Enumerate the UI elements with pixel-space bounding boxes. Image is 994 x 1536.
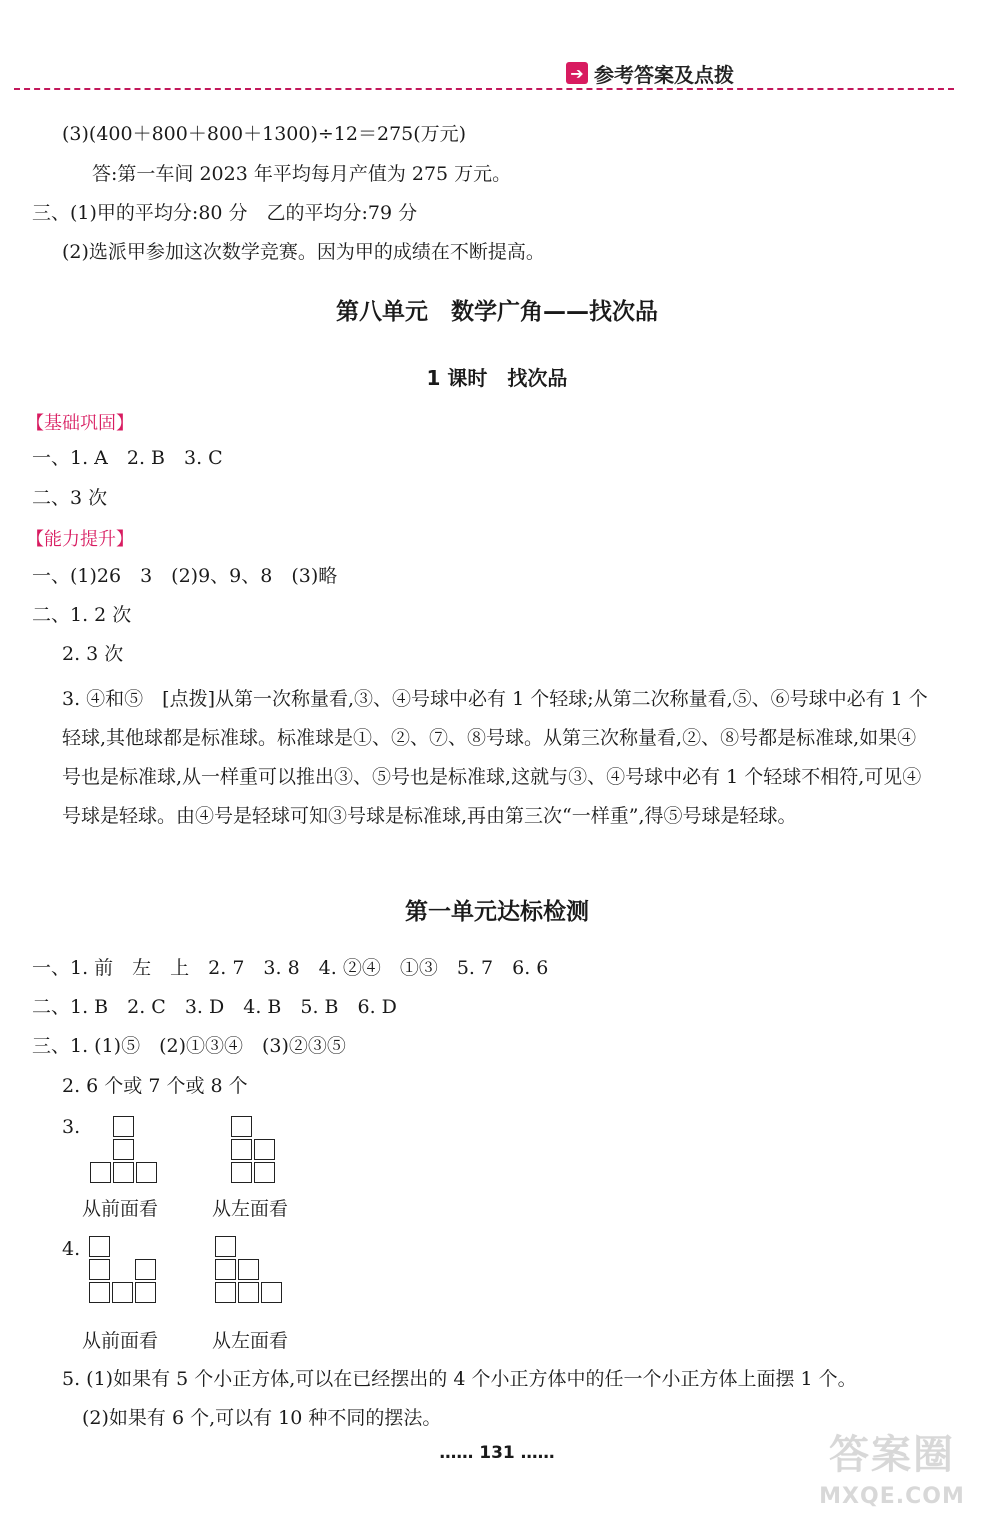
- ability-tag: 【能力提升】: [26, 529, 134, 550]
- test1-line-1: 一、1. 前 左 上 2. 7 3. 8 4. ②④ ①③ 5. 7 6. 6: [32, 957, 549, 979]
- q3-left-caption: 从左面看: [212, 1198, 289, 1220]
- test1-line-6: (2)如果有 6 个,可以有 10 种不同的摆法。: [82, 1407, 442, 1429]
- q3-front-view: [90, 1116, 160, 1188]
- test1-title: 第一单元达标检测: [405, 899, 589, 925]
- header-badge: [566, 60, 734, 86]
- basic-line-1: 一、1. A 2. B 3. C: [32, 447, 223, 469]
- q3-left-view: [231, 1116, 279, 1188]
- ability-line-2: 二、1. 2 次: [32, 604, 132, 626]
- prev-line-3: 三、(1)甲的平均分:80 分 乙的平均分:79 分: [32, 202, 418, 224]
- ability-line-3: 2. 3 次: [62, 643, 124, 665]
- q4-left-caption: 从左面看: [212, 1330, 289, 1352]
- header-divider: [14, 88, 954, 90]
- test1-line-5: 5. (1)如果有 5 个小正方体,可以在已经摆出的 4 个小正方体中的任一个小正方体上面摆 1 个。: [62, 1368, 857, 1390]
- basic-line-2: 二、3 次: [32, 487, 108, 509]
- prev-line-2: 答:第一车间 2023 年平均每月产值为 275 万元。: [92, 163, 512, 185]
- q4-front-caption: 从前面看: [82, 1330, 159, 1352]
- prev-line-4: (2)选派甲参加这次数学竞赛。因为甲的成绩在不断提高。: [62, 241, 545, 263]
- test1-line-2: 二、1. B 2. C 3. D 4. B 5. B 6. D: [32, 996, 397, 1018]
- basic-tag: 【基础巩固】: [26, 413, 134, 434]
- q4-left-view: [215, 1236, 285, 1308]
- page-number: 131: [479, 1443, 515, 1463]
- q4-front-view: [89, 1236, 159, 1308]
- q3-front-caption: 从前面看: [82, 1198, 159, 1220]
- watermark-line-1: 答案圈: [829, 1432, 955, 1478]
- arrow-right-icon: ➔: [566, 62, 588, 84]
- footer-dots-left: ……: [439, 1443, 474, 1463]
- watermark: [812, 1428, 972, 1524]
- test1-line-3: 三、1. (1)⑤ (2)①③④ (3)②③⑤: [32, 1035, 346, 1057]
- header-title: 参考答案及点拨: [594, 62, 734, 87]
- lesson-title: 1 课时 找次品: [426, 366, 568, 390]
- ability-line-1: 一、(1)26 3 (2)9、9、8 (3)略: [32, 565, 338, 587]
- test1-line-4: 2. 6 个或 7 个或 8 个: [62, 1075, 248, 1097]
- watermark-line-2: MXQE.COM: [819, 1484, 965, 1509]
- q4-number: 4.: [62, 1238, 81, 1260]
- footer-dots-right: ……: [520, 1443, 555, 1463]
- prev-line-1: (3)(400＋800＋800＋1300)÷12＝275(万元): [62, 123, 467, 145]
- unit8-title: 第八单元 数学广角——找次品: [336, 299, 658, 325]
- q3-number: 3.: [62, 1116, 81, 1138]
- ability-explanation: 3. ④和⑤ [点拨]从第一次称量看,③、④号球中必有 1 个轻球;从第二次称量看,⑤、⑥号球中必有 1 个轻球,其他球都是标准球。标准球是①、②、⑦、⑧号球。从第三次称量看,②、⑧号都是标准球,如果④号也是标准球,从一样重可以推出③、⑤号也是标准球,这就与③、④号球中必有 1 个轻球不相符,可见④号球是轻球。由④号是轻球可知③号球是标准球,再由第三次“一样重”,得⑤号球是轻球。: [62, 688, 928, 827]
